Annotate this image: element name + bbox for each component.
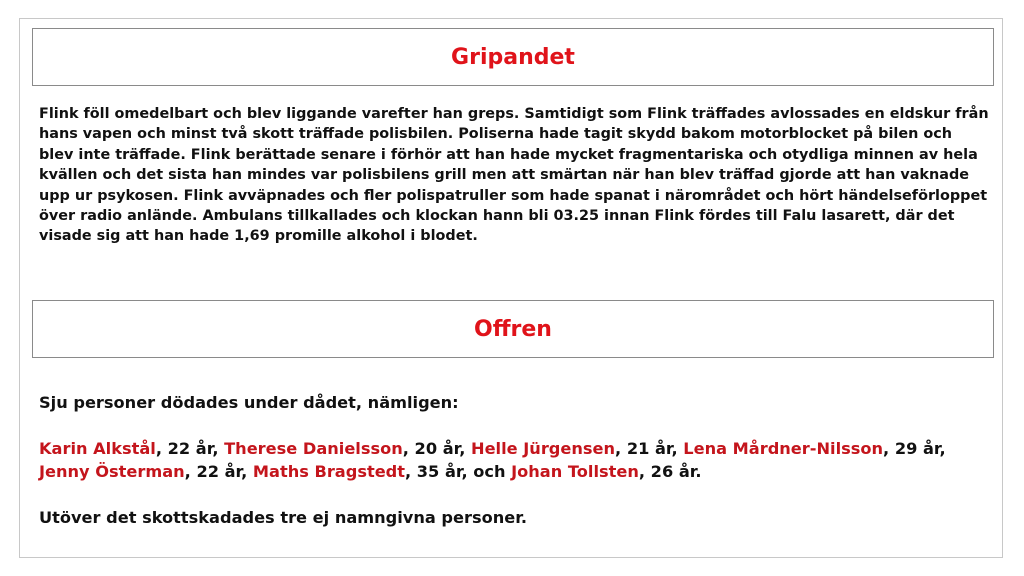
section-body-gripandet: Flink föll omedelbart och blev liggande varefter han greps. Samtidigt som Flink träffades avlossades en eldskur från hans vapen och minst två skott träffade polisbilen. Poliserna hade tagit skydd bakom motorblocket på bilen och blev inte träffade. Flink berättade senare i förhör att han hade mycket fragmentariska och otydliga minnen av hela kvällen och det sista han mindes var polisbilens grill men att smärtan när han blev träffad gjorde att han vaknade upp ur psykosen. Flink avväpnades och fler polispatruller som hade spanat i närområdet och hört händelseförloppet över radio anlände. Ambulans tillkallades och klockan hann bli 03.25 innan Flink fördes till Falu lasarett, där det visade sig att han hade 1,69 promille alkohol i blodet. [39,106,989,245]
victim-name: Therese Danielsson [224,439,403,458]
section-title-offren: Offren [474,316,552,342]
victim-name: Karin Alkstål [39,439,156,458]
victim-name: Helle Jürgensen [471,439,616,458]
victim-name: Lena Mårdner-Nilsson [683,439,884,458]
offren-intro: Sju personer dödades under dådet, nämligen: [39,393,459,412]
section-body-offren [39,391,989,552]
section-title-box-gripandet [32,28,994,86]
victim-age: , 22 år, [184,462,253,481]
victim-list [39,437,989,483]
section-title-gripandet: Gripandet [451,44,575,70]
slide [19,18,1003,558]
victim-age: , 29 år, [883,439,946,458]
victim-age: , 35 år, och [405,462,512,481]
victim-name: Maths Bragstedt [252,462,405,481]
victim-age: , 20 år, [402,439,472,458]
victim-name: Jenny Österman [39,462,185,481]
victim-name: Johan Tollsten [511,462,639,481]
victim-age: , 26 år. [638,462,702,481]
victim-age: , 22 år, [155,439,225,458]
offren-outro: Utöver det skottskadades tre ej namngivna personer. [39,508,528,527]
victim-age: , 21 år, [615,439,684,458]
section-title-box-offren [32,300,994,358]
